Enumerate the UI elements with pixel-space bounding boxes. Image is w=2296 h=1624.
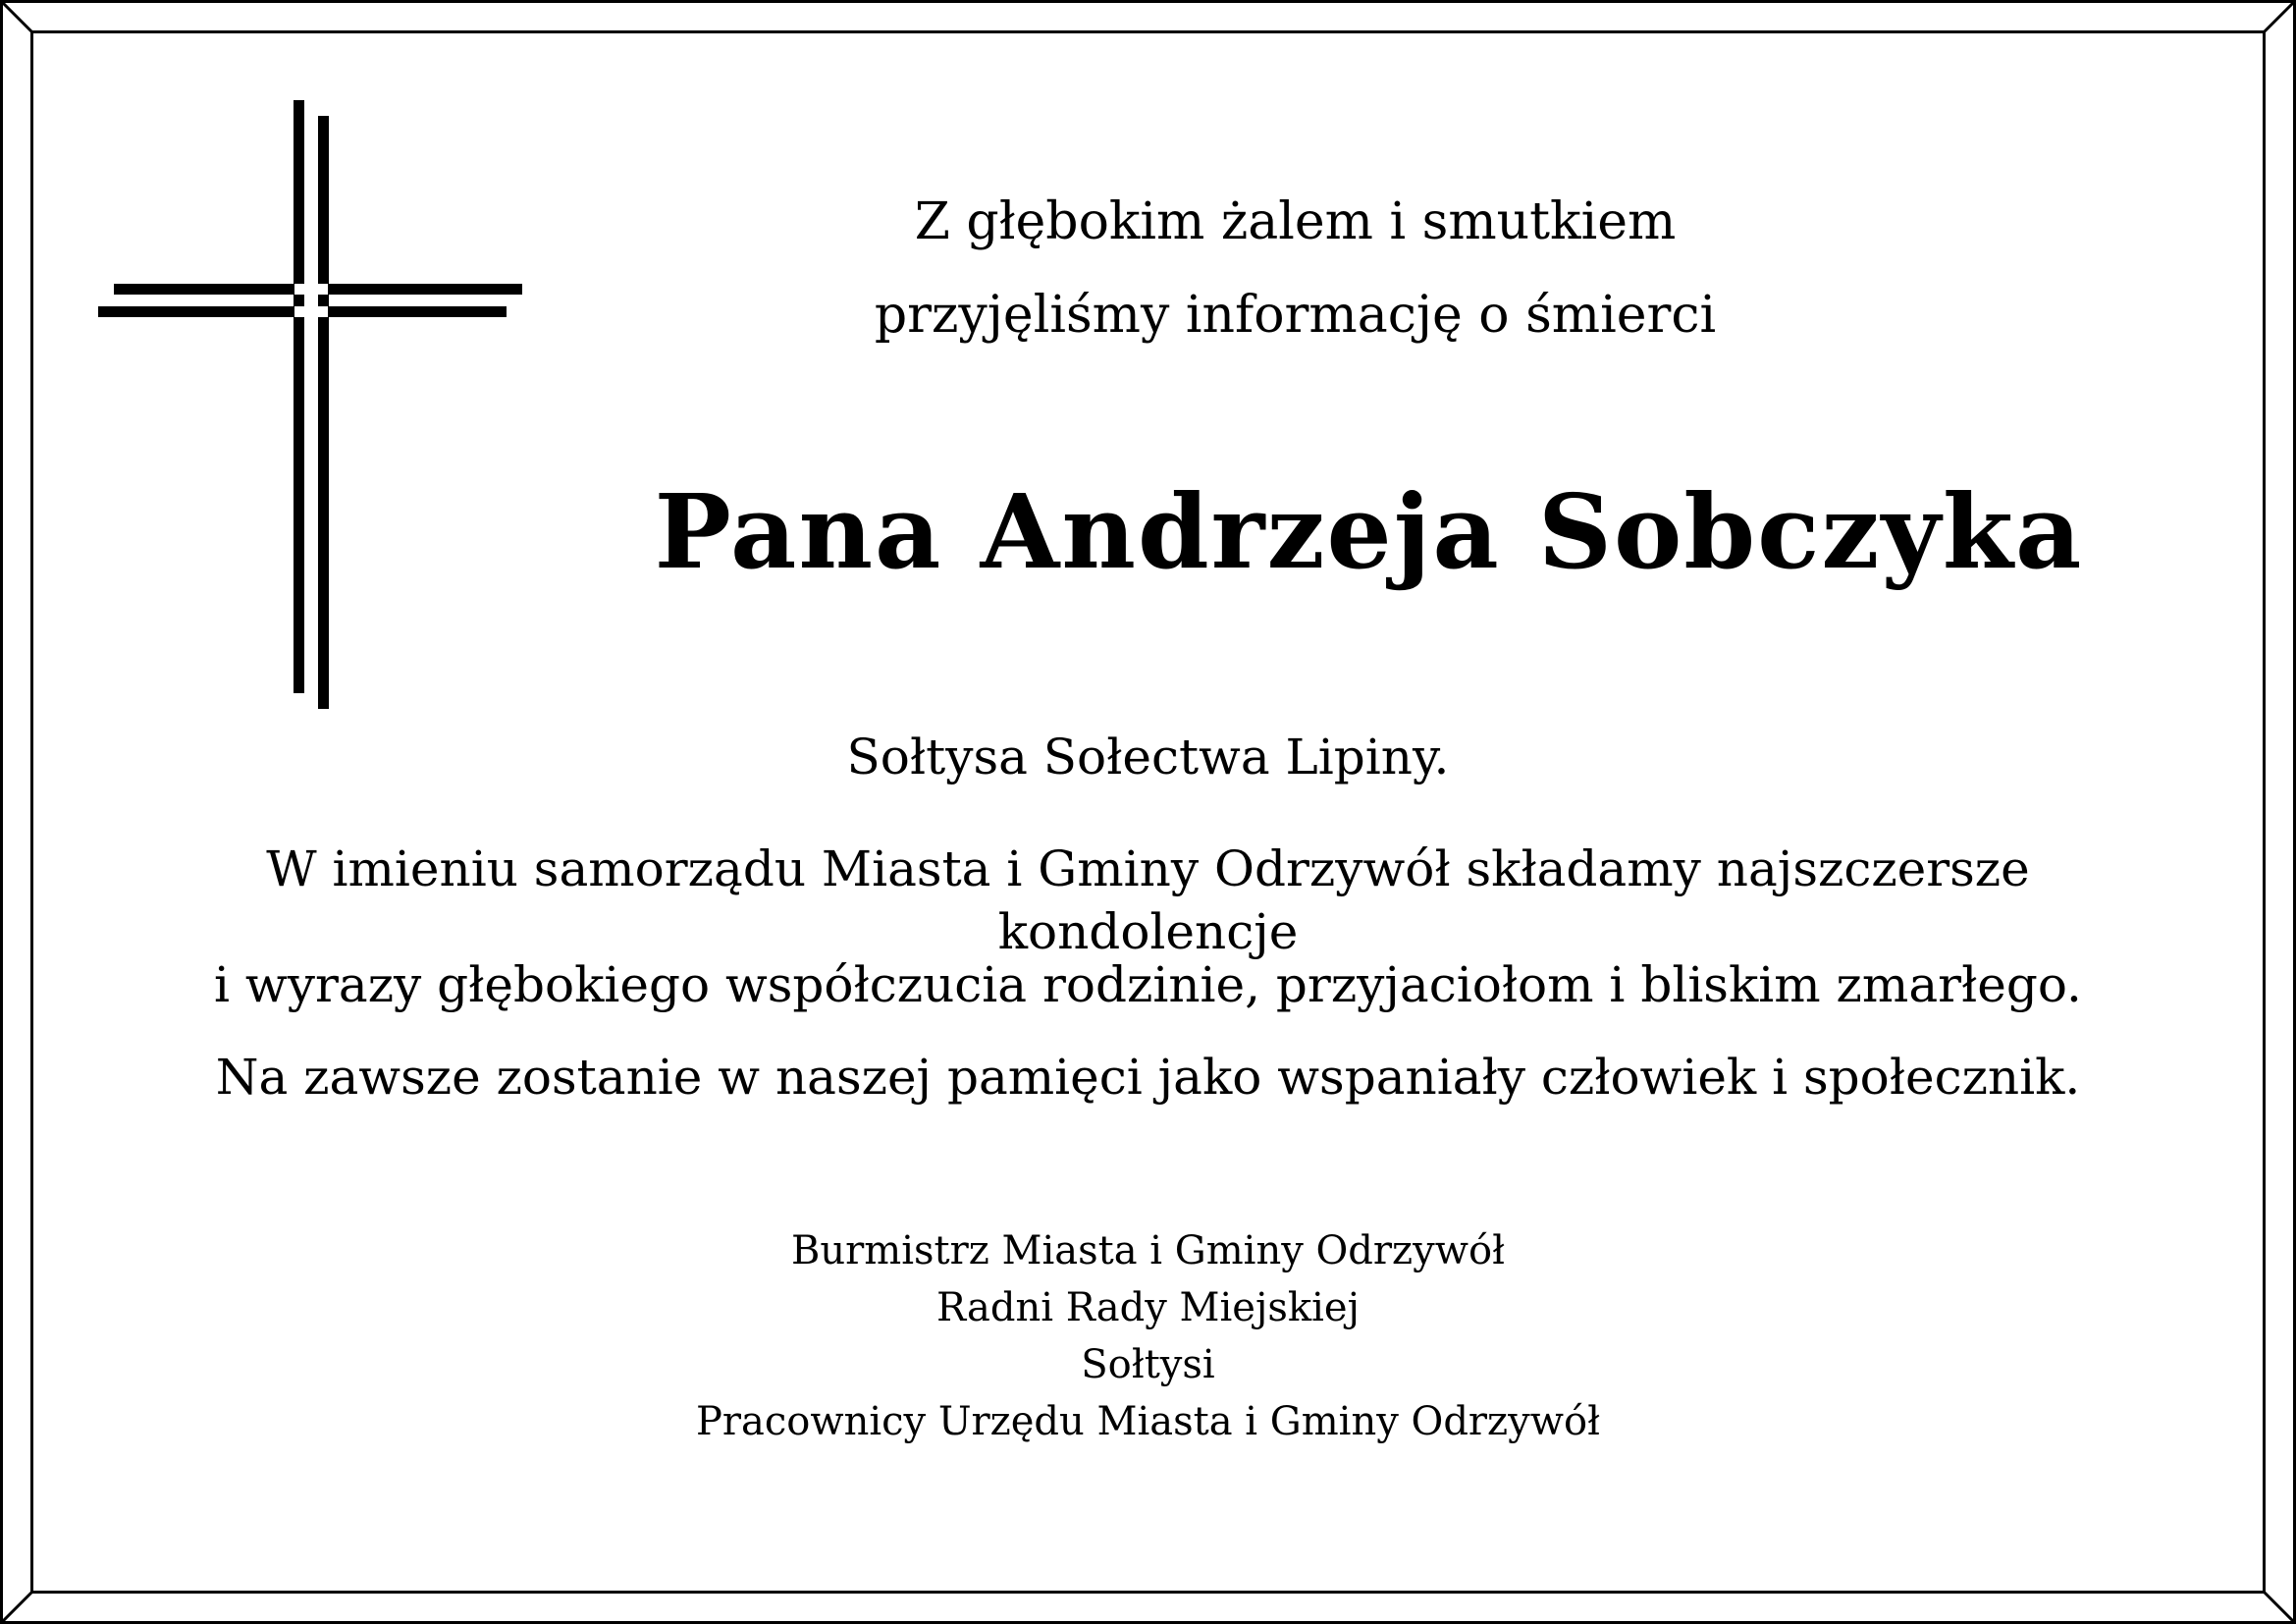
signatory-office-staff: Pracownicy Urzędu Miasta i Gminy Odrzywół xyxy=(695,1399,1601,1444)
deceased-role: Sołtysa Sołectwa Lipiny. xyxy=(846,729,1450,785)
signatory-council: Radni Rady Miejskiej xyxy=(935,1285,1360,1330)
memory-line: Na zawsze zostanie w naszej pamięci jako wspaniały człowiek i społecznik. xyxy=(215,1049,2081,1106)
condolence-line-1: W imieniu samorządu Miasta i Gminy Odrzywół składamy najszczersze xyxy=(266,840,2030,897)
signatory-village-heads: Sołtysi xyxy=(1081,1342,1215,1387)
signatory-mayor: Burmistrz Miasta i Gminy Odrzywół xyxy=(790,1228,1505,1273)
condolence-line-2: kondolencje xyxy=(997,903,1299,960)
deceased-name: Pana Andrzeja Sobczyka xyxy=(654,471,2084,592)
intro-line-2: przyjęliśmy informację o śmierci xyxy=(874,286,1717,345)
condolence-line-3: i wyrazy głębokiego współczucia rodzinie, przyjaciołom i bliskim zmarłego. xyxy=(214,956,2082,1013)
intro-line-1: Z głębokim żalem i smutkiem xyxy=(914,192,1677,251)
